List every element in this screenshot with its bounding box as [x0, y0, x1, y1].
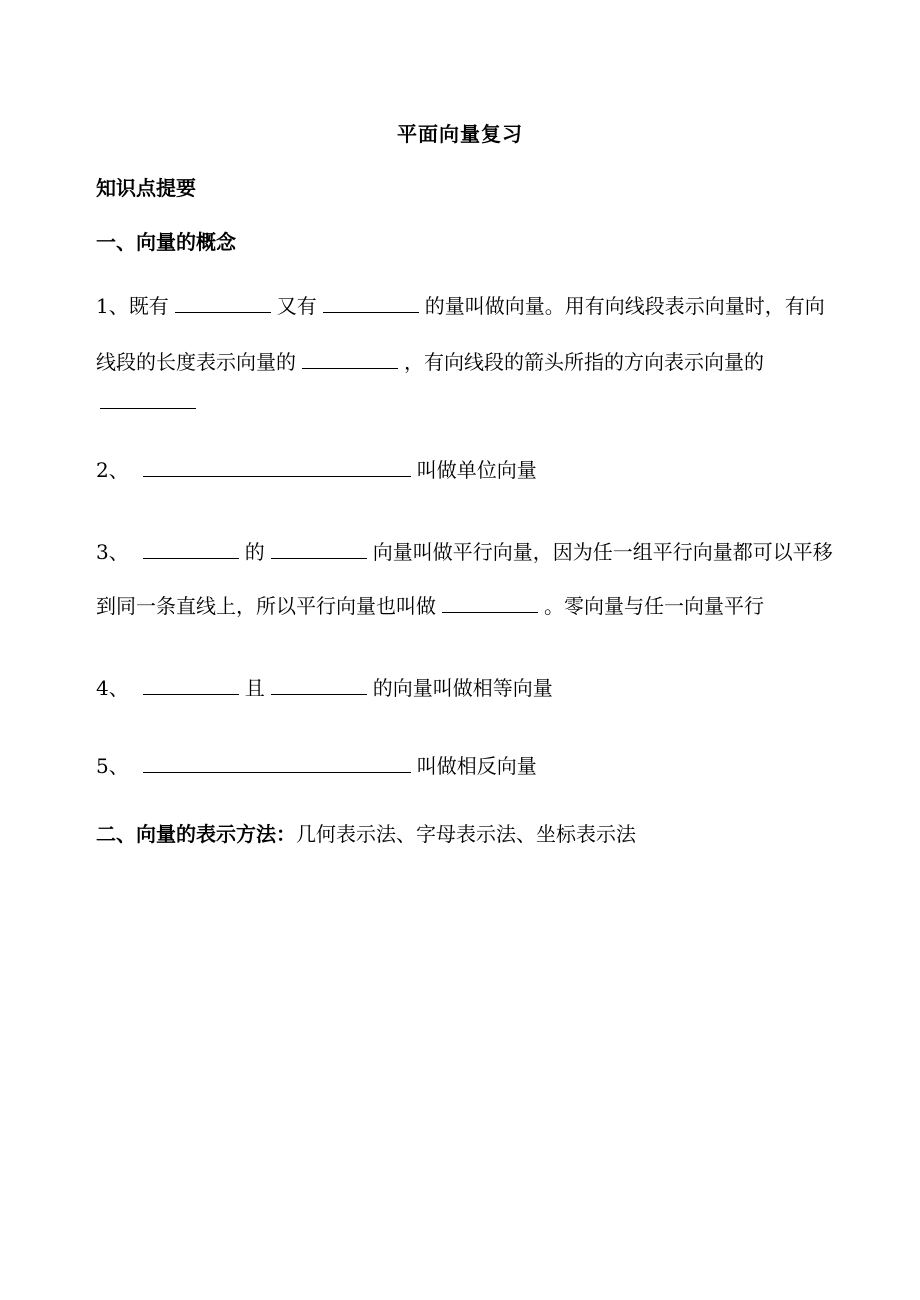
item-3-text-c: 到同一条直线上，所以平行向量也叫做 — [96, 594, 436, 618]
blank-4a — [143, 674, 239, 695]
section-2-label: 二、向量的表示方法： — [96, 822, 296, 846]
blank-1b — [323, 292, 419, 313]
item-3-line-2 — [96, 590, 856, 619]
item-3-line-1 — [96, 536, 856, 565]
item-3-number: 3、 — [96, 540, 129, 564]
item-4-line — [96, 672, 856, 701]
item-3-text-a: 的 — [244, 540, 265, 564]
item-5-line — [96, 750, 856, 779]
item-1-line-3 — [96, 388, 856, 414]
blank-1d — [100, 388, 196, 409]
item-1-text-d: 线段的长度表示向量的 — [96, 350, 296, 374]
section-2-heading — [96, 818, 636, 847]
item-1-text-a: 既有 — [128, 294, 169, 318]
blank-4b — [271, 674, 367, 695]
item-1-text-b: 又有 — [276, 294, 317, 318]
blank-2a — [143, 456, 411, 477]
blank-1c — [302, 348, 398, 369]
item-5-text-a: 叫做相反向量 — [416, 754, 537, 778]
item-1-line-2 — [96, 346, 856, 375]
section-2-text: 几何表示法、字母表示法、坐标表示法 — [296, 822, 636, 846]
item-4-text-a: 且 — [244, 676, 265, 700]
item-2-line — [96, 454, 856, 483]
item-3-text-d: 。零向量与任一向量平行 — [544, 594, 764, 618]
blank-3a — [143, 538, 239, 559]
item-1-text-e: ，有向线段的箭头所指的方向表示向量的 — [404, 350, 764, 374]
section-1-heading: 一、向量的概念 — [96, 230, 236, 254]
item-2-number: 2、 — [96, 458, 129, 482]
item-2-text-a: 叫做单位向量 — [416, 458, 537, 482]
subtitle: 知识点提要 — [96, 176, 196, 200]
blank-5a — [143, 752, 411, 773]
item-1-line-1 — [96, 290, 856, 319]
item-1-text-c: 的量叫做向量。用有向线段表示向量时，有向 — [424, 294, 825, 318]
blank-3b — [271, 538, 367, 559]
item-3-text-b: 向量叫做平行向量，因为任一组平行向量都可以平移 — [372, 540, 833, 564]
blank-1a — [175, 292, 271, 313]
item-1-number: 1、 — [96, 294, 129, 318]
item-4-text-b: 的向量叫做相等向量 — [372, 676, 553, 700]
item-4-number: 4、 — [96, 676, 129, 700]
document-title: 平面向量复习 — [397, 122, 523, 146]
item-5-number: 5、 — [96, 754, 129, 778]
blank-3c — [442, 592, 538, 613]
